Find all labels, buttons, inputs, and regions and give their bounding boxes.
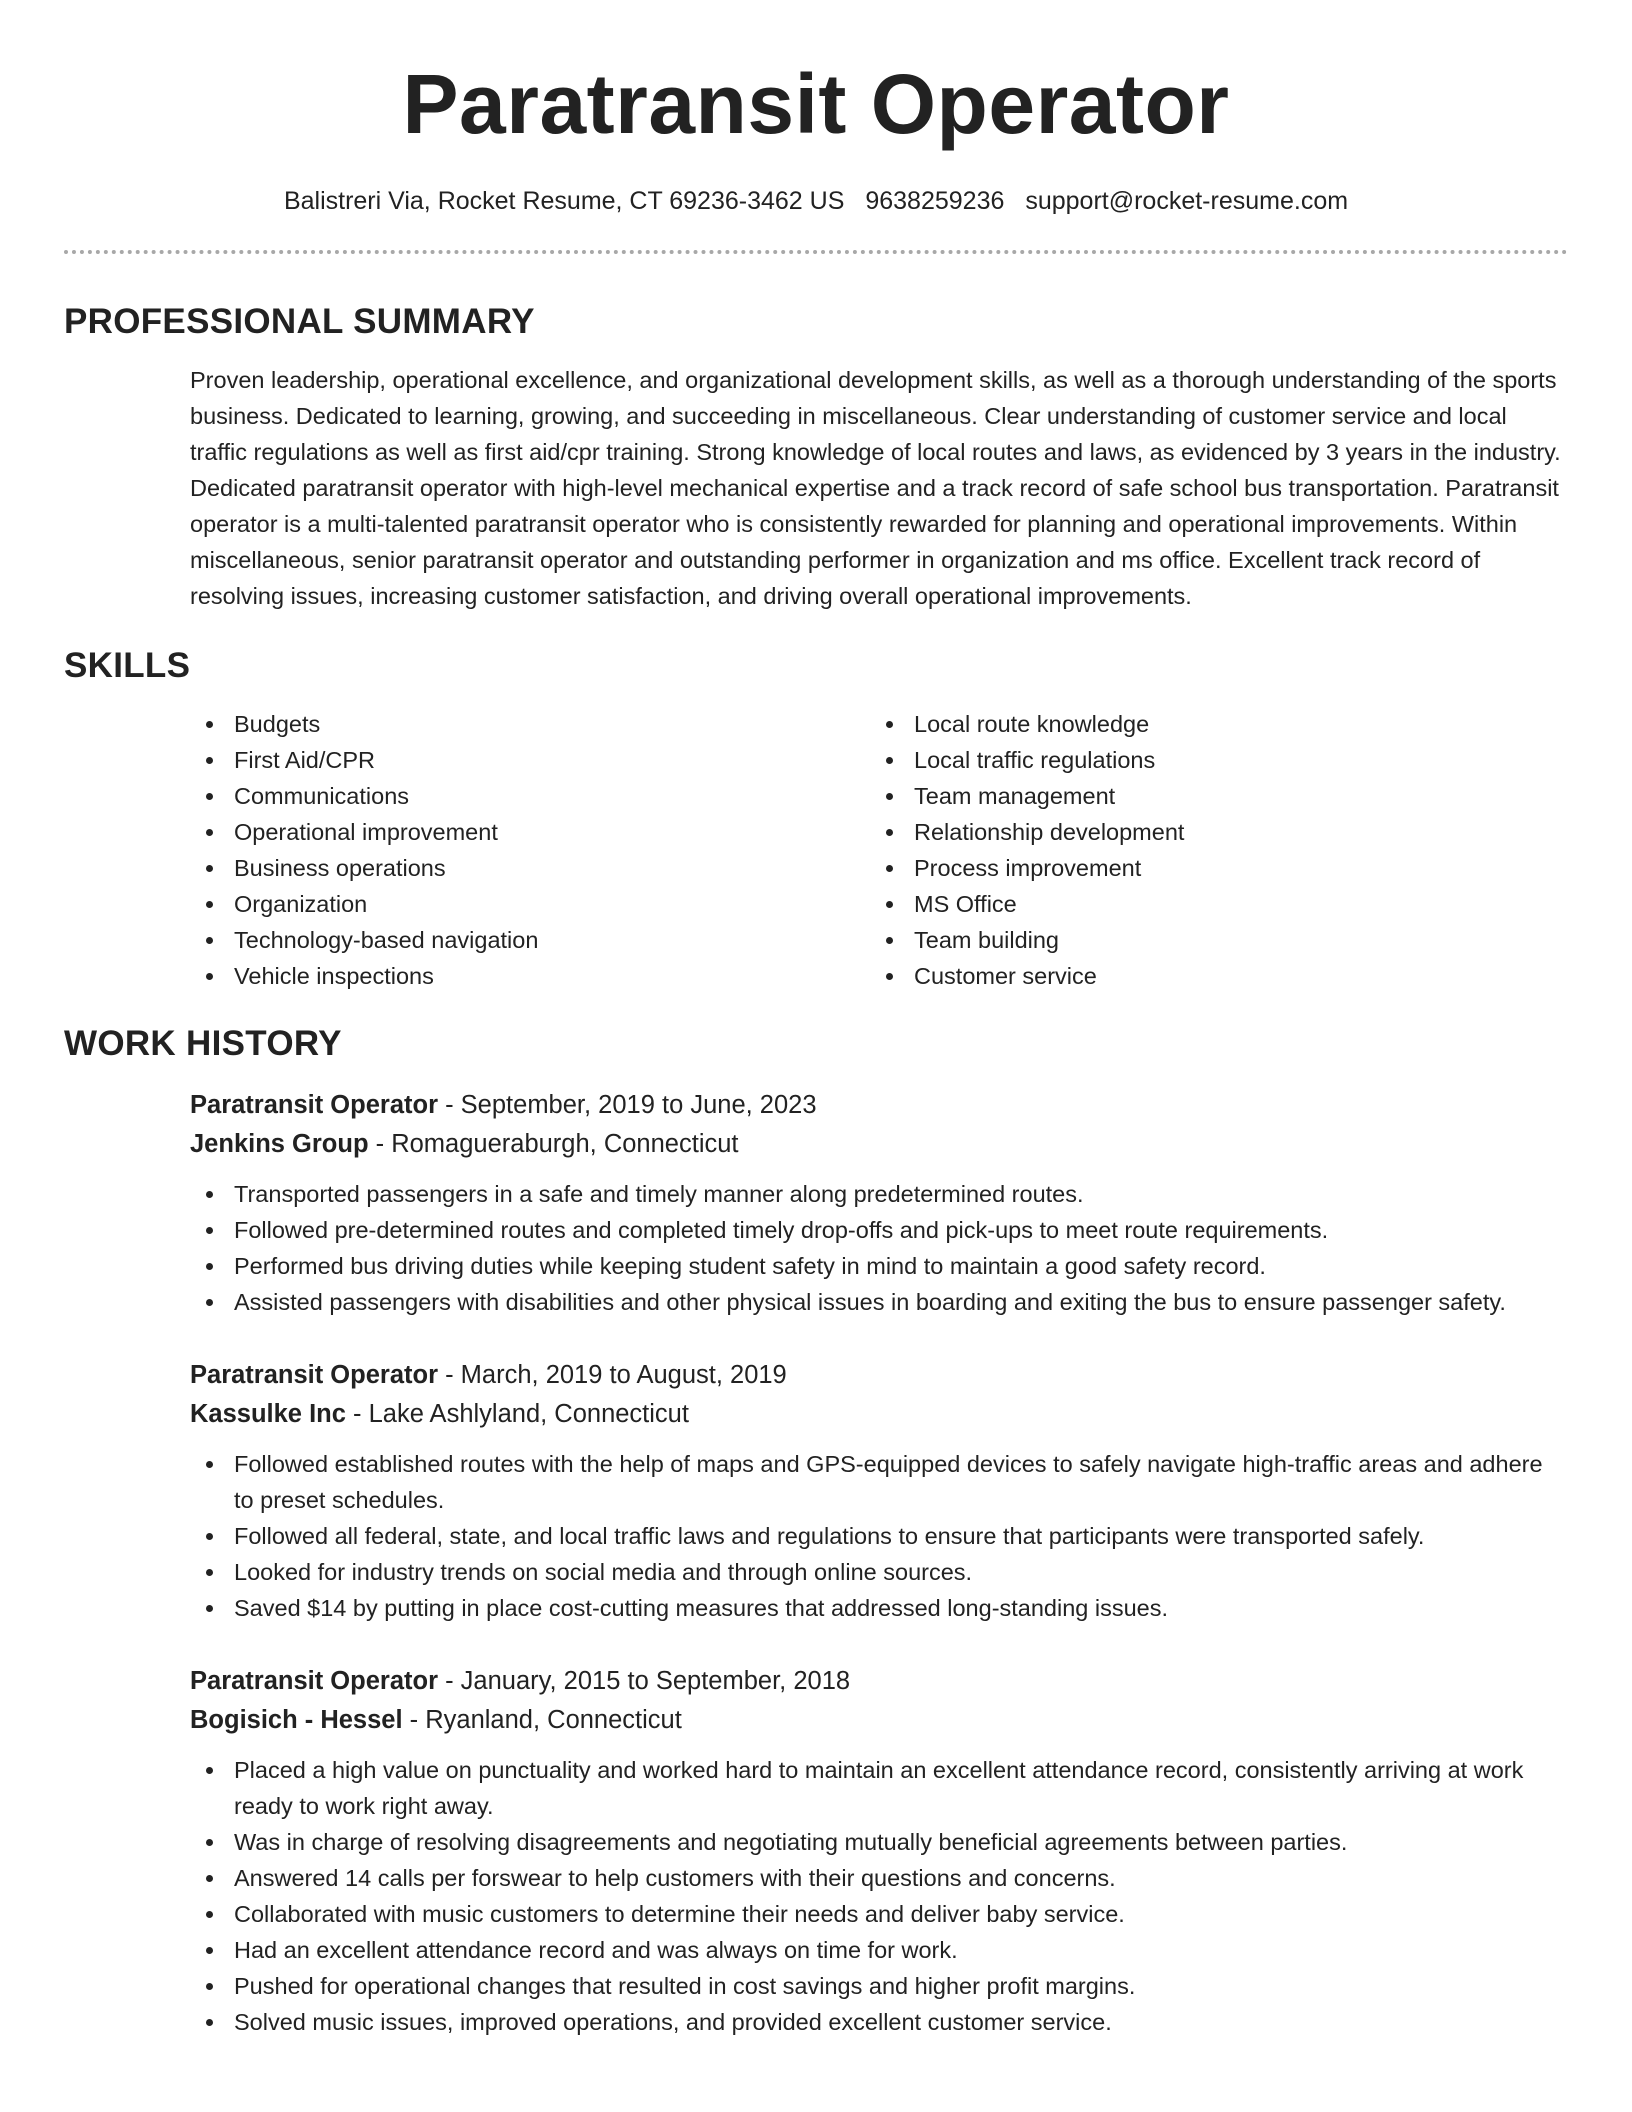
job-dates: - September, 2019 to June, 2023 [438, 1091, 817, 1119]
job-role: Paratransit Operator [190, 1667, 439, 1695]
contact-address: Balistreri Via, Rocket Resume, CT 69236-3462 US [283, 187, 845, 215]
job-duties [190, 1446, 1568, 1626]
work-history-list [64, 1086, 1568, 2040]
summary-heading: PROFESSIONAL SUMMARY [64, 302, 535, 341]
duty-item: Pushed for operational changes that resulted in cost savings and higher profit margins. [190, 1968, 1568, 2004]
skill-item: Organization [190, 886, 870, 922]
duty-item: Looked for industry trends on social media and through online sources. [190, 1554, 1568, 1590]
duty-item: Had an excellent attendance record and was always on time for work. [190, 1932, 1568, 1968]
resume-name: Paratransit Operator [402, 57, 1230, 151]
duty-item: Followed all federal, state, and local traffic laws and regulations to ensure that participants were transported safely. [190, 1518, 1568, 1554]
job-role: Paratransit Operator [190, 1091, 439, 1119]
job-title-line [190, 1356, 1568, 1395]
job-company: Bogisich - Hessel [190, 1706, 403, 1734]
skill-item: Technology-based navigation [190, 922, 870, 958]
job-title-line [190, 1662, 1568, 1701]
skill-item: Relationship development [870, 814, 1550, 850]
duty-item: Followed established routes with the help of maps and GPS-equipped devices to safely navigate high-traffic areas and adhere to preset schedules. [190, 1446, 1568, 1518]
job-role: Paratransit Operator [190, 1361, 439, 1389]
job-company: Kassulke Inc [190, 1400, 346, 1428]
job-entry [190, 1356, 1568, 1626]
skill-item: Communications [190, 778, 870, 814]
job-dates: - January, 2015 to September, 2018 [438, 1667, 851, 1695]
duty-item: Placed a high value on punctuality and worked hard to maintain an excellent attendance record, consistently arriving at work ready to work right away. [190, 1752, 1568, 1824]
contact-email: support@rocket-resume.com [1025, 187, 1349, 215]
job-duties [190, 1176, 1568, 1320]
job-title-line [190, 1086, 1568, 1125]
skill-item: Team building [870, 922, 1550, 958]
job-company-line [190, 1701, 1568, 1740]
skills-heading: SKILLS [64, 646, 191, 685]
job-location: - Ryanland, Connecticut [402, 1706, 682, 1734]
skill-item: Local traffic regulations [870, 742, 1550, 778]
duty-item: Assisted passengers with disabilities and other physical issues in boarding and exiting the bus to ensure passenger safety. [190, 1284, 1568, 1320]
skills-column-left [190, 706, 870, 994]
job-dates: - March, 2019 to August, 2019 [438, 1361, 787, 1389]
duty-item: Followed pre-determined routes and completed timely drop-offs and pick-ups to meet route requirements. [190, 1212, 1568, 1248]
job-entry [190, 1662, 1568, 2040]
duty-item: Collaborated with music customers to determine their needs and deliver baby service. [190, 1896, 1568, 1932]
duty-item: Transported passengers in a safe and timely manner along predetermined routes. [190, 1176, 1568, 1212]
skill-item: Operational improvement [190, 814, 870, 850]
skill-item: Business operations [190, 850, 870, 886]
duty-item: Performed bus driving duties while keeping student safety in mind to maintain a good safety record. [190, 1248, 1568, 1284]
duty-item: Was in charge of resolving disagreements and negotiating mutually beneficial agreements between parties. [190, 1824, 1568, 1860]
skill-item: Budgets [190, 706, 870, 742]
job-company: Jenkins Group [190, 1130, 369, 1158]
duty-item: Solved music issues, improved operations, and provided excellent customer service. [190, 2004, 1568, 2040]
job-location: - Lake Ashlyland, Connecticut [345, 1400, 689, 1428]
skills-column-right [870, 706, 1550, 994]
contact-phone: 9638259236 [865, 187, 1005, 215]
header-divider [64, 250, 1568, 254]
duty-item: Saved $14 by putting in place cost-cutting measures that addressed long-standing issues. [190, 1590, 1568, 1626]
skill-item: First Aid/CPR [190, 742, 870, 778]
job-location: - Romagueraburgh, Connecticut [368, 1130, 739, 1158]
skill-item: Team management [870, 778, 1550, 814]
skills-list [64, 706, 1568, 994]
job-duties [190, 1752, 1568, 2040]
skill-item: Vehicle inspections [190, 958, 870, 994]
job-company-line [190, 1395, 1568, 1434]
summary-text: Proven leadership, operational excellence, and organizational development skills, as well as a thorough understanding of the sports business. Dedicated to learning, growing, and succeeding in miscellaneous. Clear understanding of customer service and local traffic regulations as well as first aid/cpr training. Strong knowledge of local routes and laws, as evidenced by 3 years in the industry. Dedicated paratransit operator with high-level mechanical expertise and a track record of safe school bus transportation. Paratransit operator is a multi-talented paratransit operator who is consistently rewarded for planning and operational improvements. Within miscellaneous, senior paratransit operator and outstanding performer in organization and ms office. Excellent track record of resolving issues, increasing customer satisfaction, and driving overall operational improvements. [190, 367, 1561, 609]
skill-item: Customer service [870, 958, 1550, 994]
duty-item: Answered 14 calls per forswear to help customers with their questions and concerns. [190, 1860, 1568, 1896]
work-history-heading: WORK HISTORY [64, 1024, 342, 1063]
skill-item: Local route knowledge [870, 706, 1550, 742]
skill-item: Process improvement [870, 850, 1550, 886]
job-company-line [190, 1125, 1568, 1164]
job-entry [190, 1086, 1568, 1320]
skill-item: MS Office [870, 886, 1550, 922]
contact-line [64, 186, 1568, 216]
